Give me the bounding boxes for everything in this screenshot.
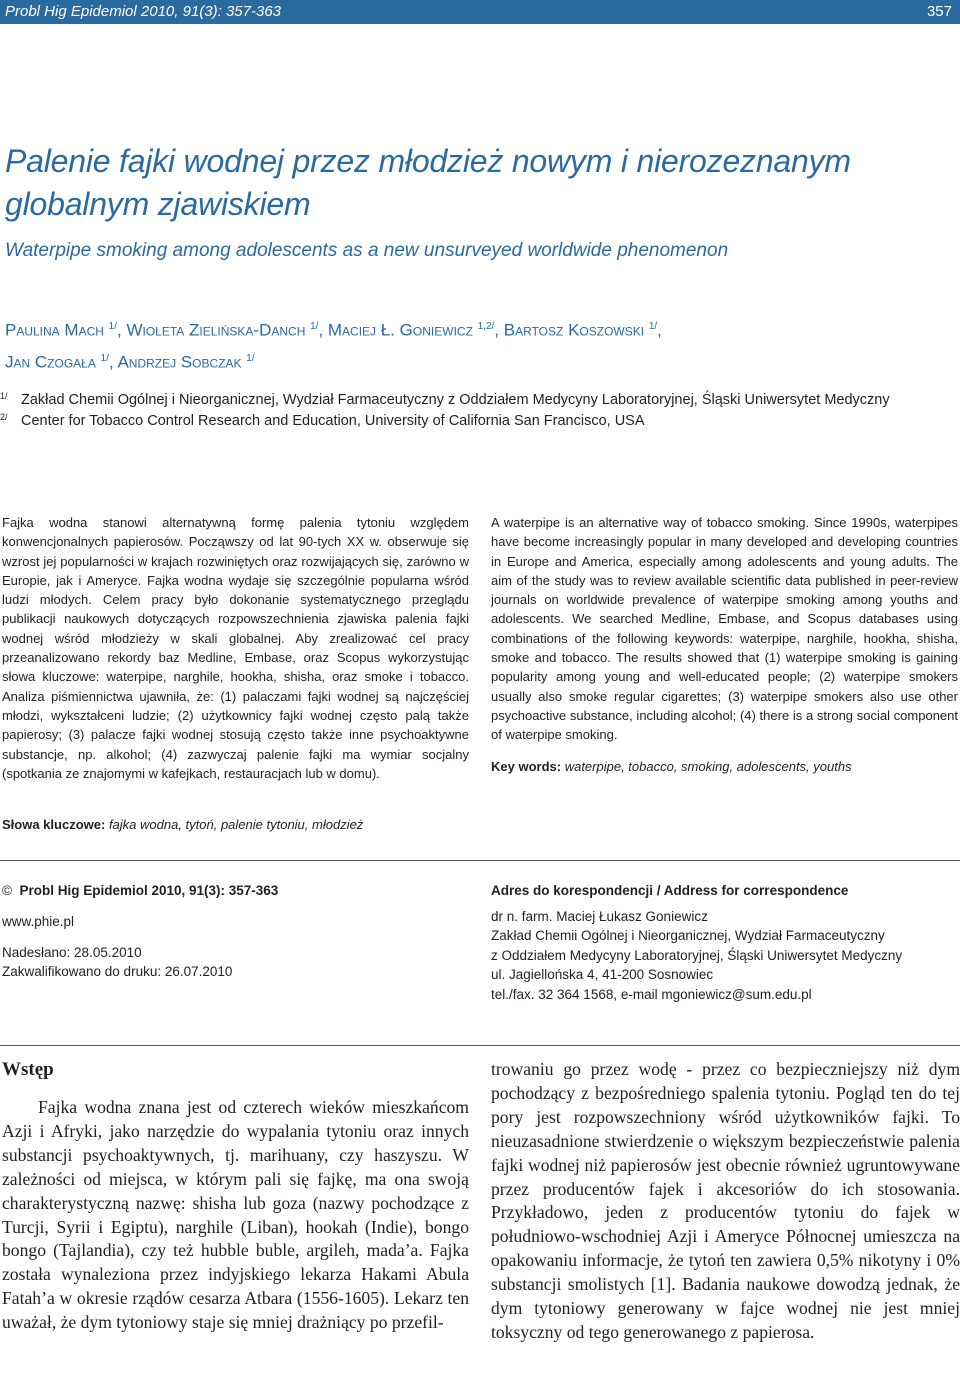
article-title-pl: Palenie fajki wodnej przez młodzież nowym i nierozeznanym globalnym zjawiskiem (5, 143, 851, 222)
author-affiliation-mark: 1/ (310, 321, 319, 332)
affiliation-mark: 1/ (0, 391, 8, 401)
author-separator: , (108, 352, 118, 372)
page-number: 357 (926, 3, 952, 20)
citation-text: Probl Hig Epidemiol 2010, 91(3): 357-363 (19, 883, 279, 898)
correspondence-line: dr n. farm. Maciej Łukasz Goniewicz (491, 908, 708, 924)
abstract-english-text: A waterpipe is an alternative way of tobacco smoking. Since 1990s, waterpipes have become increasingly popular in many developed and developing countries in Europe and America, especially among adolescents and young adults. The aim of the study was to review available scientific data published in peer-review journals on worldwide prevalence of waterpipe smoking among youths and adolescents. We searched Medline, Embase, and Scopus databases using combinations of the following keywords: waterpipe, narghile, hookha, shisha, smoke and tobacco. The results showed that (1) waterpipe smoking is gaining popularity among young and well-educated people; (2) waterpipe smokers usually also smoke regular cigarettes; (3) waterpipe smokers also use other psychoactive substance, including alcohol; (4) there is a strong social component of waterpipe smoking. (491, 515, 958, 743)
correspondence-address (491, 881, 960, 1004)
author-affiliation-mark: 1,2/ (477, 321, 495, 332)
author-name: Andrzej Sobczak (117, 352, 242, 372)
article-title-en: Waterpipe smoking among adolescents as a new unsurveyed worldwide phenomenon (5, 240, 729, 261)
affiliation-text: Center for Tobacco Control Research and Education, University of California San Francisco, USA (21, 413, 645, 429)
divider (0, 1045, 960, 1046)
running-header (0, 0, 960, 24)
correspondence-heading: Adres do korespondencji / Address for correspondence (491, 883, 849, 898)
abstract-english (491, 513, 958, 776)
divider (0, 860, 960, 861)
author-separator: , (657, 320, 662, 340)
received-date: Nadesłano: 28.05.2010 (2, 945, 142, 960)
author-affiliation-mark: 1/ (108, 321, 117, 332)
keywords-label: Słowa kluczowe: (2, 817, 106, 832)
copyright-icon: © (2, 883, 12, 898)
author-name: Maciej Ł. Goniewicz (327, 320, 473, 340)
author-name: Paulina Mach (5, 320, 104, 340)
author-affiliation-mark: 1/ (246, 352, 255, 364)
author-affiliation-mark: 1/ (100, 352, 109, 364)
affiliation-item (0, 412, 960, 431)
affiliation-text: Zakład Chemii Ogólnej i Nieorganicznej, Wydział Farmaceutyczny z Oddziałem Medycyny Laboratoryjnej, Śląski Uniwersytet Medyczny (21, 392, 890, 408)
body-column-right (491, 1058, 960, 1345)
correspondence-line: tel./fax. 32 364 1568, e-mail mgoniewicz@sum.edu.pl (491, 986, 812, 1002)
affiliation-mark: 2/ (0, 412, 8, 422)
author-name: Bartosz Koszowski (503, 320, 645, 340)
author-separator: , (494, 320, 504, 340)
keywords-polish (2, 817, 363, 832)
section-heading: Wstęp (2, 1059, 54, 1080)
abstract-polish (2, 513, 469, 783)
citation (2, 881, 472, 900)
affiliation-item (0, 391, 960, 410)
abstract-polish-text: Fajka wodna stanowi alternatywną formę palenia tytoniu względem konwencjonalnych papierosów. Począwszy od lat 90-tych XX w. obserwuje się wzrost jej popularności w krajach rozwiniętych oraz rozwijających się, zarówno w Europie, jak i Ameryce. Fajka wodna wydaje się szczególnie popularna wśród ludzi młodych. Celem pracy było dokonanie systematycznego przeglądu publikacji naukowych dotyczących rozpowszechnienia zjawiska palenia fajki wodnej wśród młodzieży w skali globalnej. Aby zrealizować cel pracy przeanalizowano rekordy baz Medline, Embase, oraz Scopus wykorzystując słowa kluczowe: waterpipe, narghile, hookha, shisha, oraz smoke i tobacco. Analiza piśmiennictwa ujawniła, że: (1) palaczami fajki wodnej są najczęściej młodzi, wykształceni ludzie; (2) użytkownicy fajki wodnej często palą także papierosy; (3) palacze fajki wodnej stosują często także inne psychoaktywne substancje, np. alkohol; (4) zazwyczaj palenie fajki ma wymiar socjalny (spotkania ze znajomymi w kafejkach, restauracjach lub w domu). (2, 515, 469, 781)
body-paragraph: Fajka wodna znana jest od czterech wieków mieszkańcom Azji i Afryki, jako narzędzie do wypalania tytoniu oraz innych substancji psychoaktywnych, tj. marihuany, czy haszyszu. W zależności od miejsca, w którym pali się fajkę, ma ona swoją charakterystyczną nazwę: shisha lub goza (nazwy pochodzące z Turcji, Syrii i Egiptu), narghile (Liban), hookah (Indie), bongo bongo (Tajlandia), czy też hubble buble, argileh, mada’a. Fajka została wynaleziona przez indyjskiego lekarza Hakami Abula Fatah’a w okresie rządów cesarza Atbara (1556-1605). Lekarz ten uważał, że dym tytoniowy staje się mniej drażniący po przefil- (2, 1097, 469, 1333)
keywords-label: Key words: (491, 758, 562, 774)
correspondence-line: Zakład Chemii Ogólnej i Nieorganicznej, Wydział Farmaceutyczny (491, 928, 885, 943)
website-link[interactable]: www.phie.pl (2, 914, 75, 929)
accepted-date: Zakwalifikowano do druku: 26.07.2010 (2, 964, 233, 979)
body-column-left (2, 1058, 469, 1335)
keywords-english (491, 757, 958, 776)
journal-reference: Probl Hig Epidemiol 2010, 91(3): 357-363 (5, 3, 281, 20)
keywords-text: waterpipe, tobacco, smoking, adolescents, youths (564, 758, 852, 774)
publication-info (2, 881, 472, 981)
author-list (5, 313, 662, 376)
author-name: Jan Czogała (5, 352, 96, 372)
author-separator: , (318, 320, 328, 340)
body-paragraph: trowaniu go przez wodę - przez co bezpieczniejszy niż dym pochodzący z bezpośredniego spalenia tytoniu. Pogląd ten do tej pory jest rozpowszechniony wśród użytkowników fajki. To nieuzasadnione stwierdzenie o większym bezpieczeństwie palenia fajki wodnej niż papierosów jest obecnie również ugruntowywane przez producentów fajek i akcesoriów do ich stosowania. Przykładowo, jeden z producentów tytoniu do fajek w południowo-wschodniej Azji i Ameryce Północnej umieszcza na opakowaniu informacje, że tytoń ten zawiera 0,5% nikotyny i 0% substancji smolistych [1]. Badania naukowe dowodzą jednak, że dym tytoniowy generowany w fajce wodnej nie jest mniej toksyczny od tego generowanego z papierosa. (491, 1059, 960, 1342)
affiliations (0, 391, 960, 431)
keywords-text: fajka wodna, tytoń, palenie tytoniu, młodzież (108, 817, 364, 832)
author-name: Wioleta Zielińska-Danch (126, 320, 306, 340)
author-separator: , (117, 320, 127, 340)
correspondence-line: ul. Jagiellońska 4, 41-200 Sosnowiec (491, 967, 714, 982)
correspondence-line: z Oddziałem Medycyny Laboratoryjnej, Śląski Uniwersytet Medyczny (491, 947, 903, 963)
author-affiliation-mark: 1/ (648, 321, 658, 332)
